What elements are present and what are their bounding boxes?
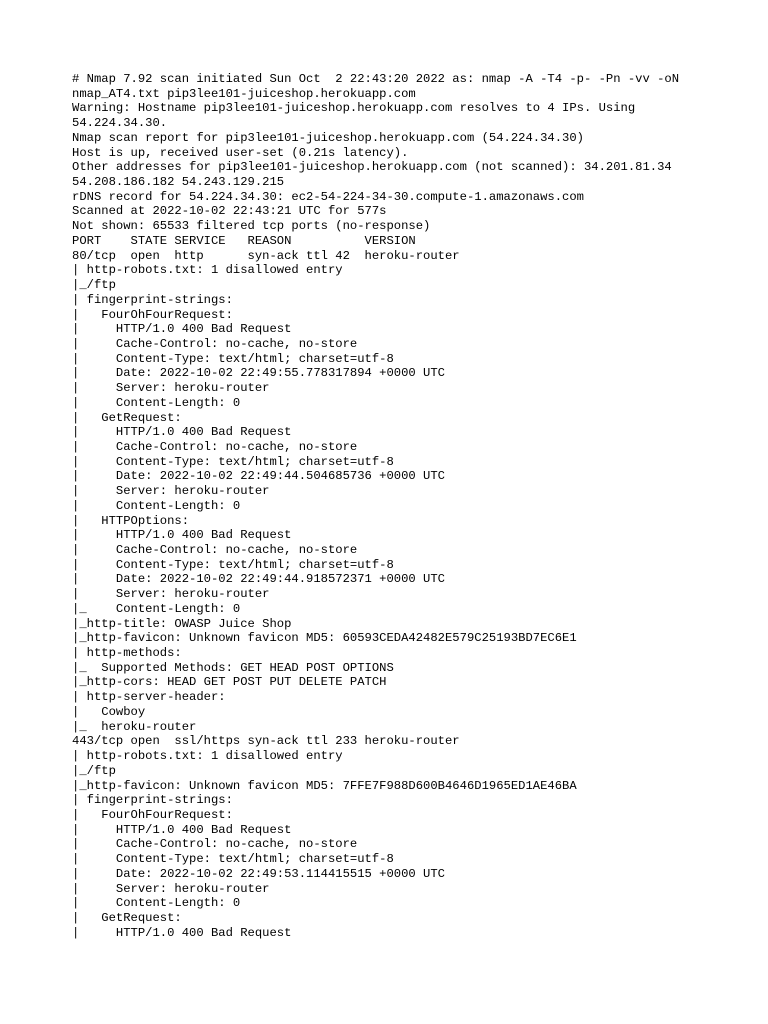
output-line: 443/tcp open ssl/https syn-ack ttl 233 heroku-router bbox=[72, 734, 460, 749]
output-line: Warning: Hostname pip3lee101-juiceshop.herokuapp.com resolves to 4 IPs. Using bbox=[72, 101, 636, 116]
output-line: | HTTP/1.0 400 Bad Request bbox=[72, 925, 292, 940]
output-line: | fingerprint-strings: bbox=[72, 292, 233, 307]
output-line: | Content-Length: 0 bbox=[72, 498, 241, 513]
output-line: | Date: 2022-10-02 22:49:44.504685736 +0000 UTC bbox=[72, 469, 445, 484]
output-line: | Content-Type: text/html; charset=utf-8 bbox=[72, 557, 394, 572]
nmap-scan-output bbox=[72, 72, 679, 940]
output-line: | Date: 2022-10-02 22:49:44.918572371 +0000 UTC bbox=[72, 572, 445, 587]
output-line: | Server: heroku-router bbox=[72, 381, 270, 396]
output-line: PORT STATE SERVICE REASON VERSION bbox=[72, 233, 416, 248]
output-line: | HTTPOptions: bbox=[72, 513, 190, 528]
output-line: | Cache-Control: no-cache, no-store bbox=[72, 543, 358, 557]
output-line: nmap_AT4.txt pip3lee101-juiceshop.herokuapp.com bbox=[72, 86, 416, 101]
output-line: | FourOhFourRequest: bbox=[72, 807, 233, 822]
output-line: | Cache-Control: no-cache, no-store bbox=[72, 837, 358, 852]
output-line: | Content-Length: 0 bbox=[72, 896, 241, 911]
output-line: | GetRequest: bbox=[72, 410, 182, 425]
output-line: | Content-Type: text/html; charset=utf-8 bbox=[72, 351, 394, 366]
output-line: | http-methods: bbox=[72, 646, 182, 661]
output-line: rDNS record for 54.224.34.30: ec2-54-224-34-30.compute-1.amazonaws.com bbox=[72, 189, 584, 204]
output-line: | fingerprint-strings: bbox=[72, 793, 233, 808]
output-line: | Cache-Control: no-cache, no-store bbox=[72, 439, 358, 454]
output-line: Other addresses for pip3lee101-juiceshop.herokuapp.com (not scanned): 34.201.81.34 bbox=[72, 160, 672, 175]
output-line: Host is up, received user-set (0.21s latency). bbox=[72, 145, 409, 160]
output-line: | HTTP/1.0 400 Bad Request bbox=[72, 822, 292, 837]
output-line: | HTTP/1.0 400 Bad Request bbox=[72, 322, 292, 337]
output-line: | HTTP/1.0 400 Bad Request bbox=[72, 528, 292, 543]
output-line: | Date: 2022-10-02 22:49:55.778317894 +0000 UTC bbox=[72, 366, 445, 381]
output-line: | Content-Type: text/html; charset=utf-8 bbox=[72, 454, 394, 469]
output-line: |_http-cors: HEAD GET POST PUT DELETE PATCH bbox=[72, 675, 387, 690]
output-line: |_http-favicon: Unknown favicon MD5: 60593CEDA42482E579C25193BD7EC6E1 bbox=[72, 631, 577, 646]
output-line: | http-server-header: bbox=[72, 690, 226, 705]
output-line: |_/ftp bbox=[72, 278, 116, 293]
output-line: | HTTP/1.0 400 Bad Request bbox=[72, 425, 292, 440]
output-line: 54.224.34.30. bbox=[72, 116, 168, 131]
output-line: | http-robots.txt: 1 disallowed entry bbox=[72, 749, 343, 764]
output-line: 80/tcp open http syn-ack ttl 42 heroku-router bbox=[72, 248, 460, 263]
output-line: | Server: heroku-router bbox=[72, 484, 270, 499]
output-line: | Content-Length: 0 bbox=[72, 395, 241, 410]
output-line: | Content-Type: text/html; charset=utf-8 bbox=[72, 852, 394, 867]
output-line: | Cowboy bbox=[72, 704, 146, 719]
output-line: | Server: heroku-router bbox=[72, 587, 270, 602]
output-line: |_/ftp bbox=[72, 763, 116, 778]
output-line: Scanned at 2022-10-02 22:43:21 UTC for 577s bbox=[72, 204, 387, 219]
output-line: |_ heroku-router bbox=[72, 719, 197, 734]
output-line: | GetRequest: bbox=[72, 910, 182, 925]
output-line: |_http-title: OWASP Juice Shop bbox=[72, 616, 292, 631]
output-line: 54.208.186.182 54.243.129.215 bbox=[72, 175, 285, 190]
output-line: # Nmap 7.92 scan initiated Sun Oct 2 22:43:20 2022 as: nmap -A -T4 -p- -Pn -vv -oN bbox=[72, 72, 680, 86]
output-line: | http-robots.txt: 1 disallowed entry bbox=[72, 263, 343, 278]
output-line: |_ Content-Length: 0 bbox=[72, 601, 241, 616]
output-line: |_http-favicon: Unknown favicon MD5: 7FFE7F988D600B4646D1965ED1AE46BA bbox=[72, 778, 577, 793]
output-line: Nmap scan report for pip3lee101-juiceshop.herokuapp.com (54.224.34.30) bbox=[72, 130, 584, 145]
output-line: | Server: heroku-router bbox=[72, 881, 270, 896]
output-line: | Cache-Control: no-cache, no-store bbox=[72, 336, 358, 351]
output-line: | Date: 2022-10-02 22:49:53.114415515 +0000 UTC bbox=[72, 866, 445, 881]
output-line: |_ Supported Methods: GET HEAD POST OPTIONS bbox=[72, 660, 394, 675]
output-line: | FourOhFourRequest: bbox=[72, 307, 233, 322]
output-line: Not shown: 65533 filtered tcp ports (no-response) bbox=[72, 219, 431, 234]
